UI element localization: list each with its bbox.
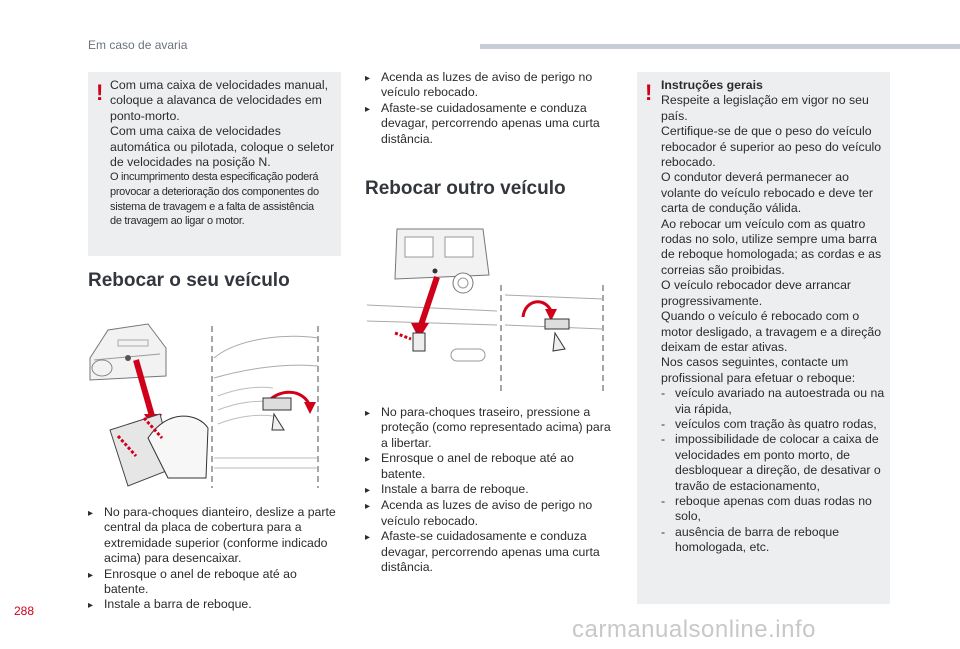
small-line: sistema de travagem e a falta de assistência <box>110 200 314 213</box>
case-text: impossibilidade de colocar a caixa de velocidades em ponto morto, de desbloquear a direção, de desativar o travão de estacionamento, <box>675 432 881 493</box>
text-line: ponto-morto. <box>110 108 180 123</box>
arrow-bullet-icon: ▸ <box>365 73 371 84</box>
text-line: automática ou pilotada, coloque o seletor <box>110 139 335 154</box>
list-item: - reboque apenas com duas rodas no solo, <box>661 494 889 525</box>
exclamation-warning-icon: ! <box>96 80 104 105</box>
list-item: - veículo avariado na autoestrada ou na via rápida, <box>661 386 889 417</box>
list-item <box>88 505 342 567</box>
case-text: veículo avariado na autoestrada ou na via rápida, <box>675 386 885 416</box>
step-text: No para-choques dianteiro, deslize a parte central da placa de cobertura para a extremidade superior (conforme indicado acima) para desencaixar. <box>104 505 336 566</box>
section-title-tow-other: Rebocar outro veículo <box>365 178 566 199</box>
arrow-bullet-icon: ▸ <box>365 454 371 466</box>
text-line: de velocidades na posição N. <box>110 155 271 170</box>
paragraph: Quando o veículo é rebocado com o motor desligado, a travagem e a direção deixam de estar ativas. <box>661 309 882 354</box>
rear-tow-illustration <box>365 225 617 393</box>
arrow-bullet-icon: ▸ <box>365 532 371 544</box>
list-item <box>365 405 620 451</box>
list-item <box>365 529 620 575</box>
warning-title: Instruções gerais <box>661 78 763 92</box>
step-text: Enrosque o anel de reboque até ao batente. <box>104 566 297 597</box>
section-title-tow-own: Rebocar o seu veículo <box>88 270 290 291</box>
list-item: - veículos com tração às quatro rodas, <box>661 416 877 431</box>
list-item <box>365 70 620 101</box>
arrow-bullet-icon: ▸ <box>365 485 371 497</box>
exclamation-warning-icon: ! <box>645 80 653 105</box>
text-line: Com uma caixa de velocidades <box>110 124 281 139</box>
page-number: 288 <box>14 604 35 618</box>
step-text: No para-choques traseiro, pressione a proteção (como representado acima) para a libertar. <box>381 405 611 450</box>
tow-other-steps <box>365 405 620 575</box>
arrow-bullet-icon: ▸ <box>88 569 94 581</box>
warning-right-text <box>661 78 889 556</box>
step-text: Afaste-se cuidadosamente e conduza devagar, percorrendo apenas uma curta distância. <box>381 529 600 575</box>
warning-left-text <box>110 78 338 229</box>
list-item <box>365 498 620 529</box>
col2-top-steps <box>365 70 620 147</box>
text-line: Com uma caixa de velocidades manual, <box>110 78 329 92</box>
step-text: Instale a barra de reboque. <box>104 597 252 612</box>
paragraph: Nos casos seguintes, contacte um profissional para efetuar o reboque: <box>661 355 856 385</box>
step-text: Acenda as luzes de aviso de perigo no veículo rebocado. <box>381 498 593 528</box>
paragraph: O veículo rebocador deve arrancar progressivamente. <box>661 278 852 308</box>
paragraph: O condutor deverá permanecer ao volante do veículo rebocado e deve ter carta de condução válida. <box>661 170 873 216</box>
step-text: Afaste-se cuidadosamente e conduza devagar, percorrendo apenas uma curta distância. <box>381 100 600 146</box>
arrow-bullet-icon: ▸ <box>365 103 371 115</box>
step-text: Instale a barra de reboque. <box>381 482 529 497</box>
small-line: provocar a deterioração dos componentes do <box>110 186 319 199</box>
case-text: veículos com tração às quatro rodas, <box>675 416 877 431</box>
small-line: de travagem ao ligar o motor. <box>110 215 245 228</box>
watermark: carmanualsonline.info <box>572 616 816 643</box>
step-text: Acenda as luzes de aviso de perigo no veículo rebocado. <box>381 70 593 100</box>
arrow-bullet-icon: ▸ <box>365 408 371 419</box>
list-item <box>88 567 342 598</box>
paragraph: Certifique-se de que o peso do veículo rebocador é superior ao peso do veículo rebocado. <box>661 124 882 170</box>
list-item: - impossibilidade de colocar a caixa de velocidades em ponto morto, de desbloquear a direção, de desativar o travão de estacionamento, <box>661 432 889 494</box>
paragraph: Respeite a legislação em vigor no seu país. <box>661 93 869 123</box>
paragraph: Ao rebocar um veículo com as quatro rodas no solo, utilize sempre uma barra de reboque homologada; as cordas e as correias são proibidas. <box>661 216 882 277</box>
list-item <box>88 597 342 613</box>
list-item <box>365 482 620 498</box>
step-text: Enrosque o anel de reboque até ao batente. <box>381 451 574 481</box>
tow-own-steps <box>88 505 342 614</box>
front-tow-illustration <box>88 318 340 493</box>
arrow-bullet-icon: ▸ <box>88 600 94 612</box>
arrow-bullet-icon: ▸ <box>88 508 94 519</box>
arrow-bullet-icon: ▸ <box>365 501 371 513</box>
list-item <box>365 451 620 482</box>
case-text: ausência de barra de reboque homologada, etc. <box>675 524 840 555</box>
list-item <box>365 101 620 147</box>
small-line: O incumprimento desta especificação poderá <box>110 171 319 184</box>
section-header: Em caso de avaria <box>88 38 188 52</box>
list-item: - ausência de barra de reboque homologada, etc. <box>661 525 889 556</box>
header-bar <box>480 44 960 49</box>
case-text: reboque apenas com duas rodas no solo, <box>675 493 872 524</box>
text-line: coloque a alavanca de velocidades em <box>110 93 322 108</box>
